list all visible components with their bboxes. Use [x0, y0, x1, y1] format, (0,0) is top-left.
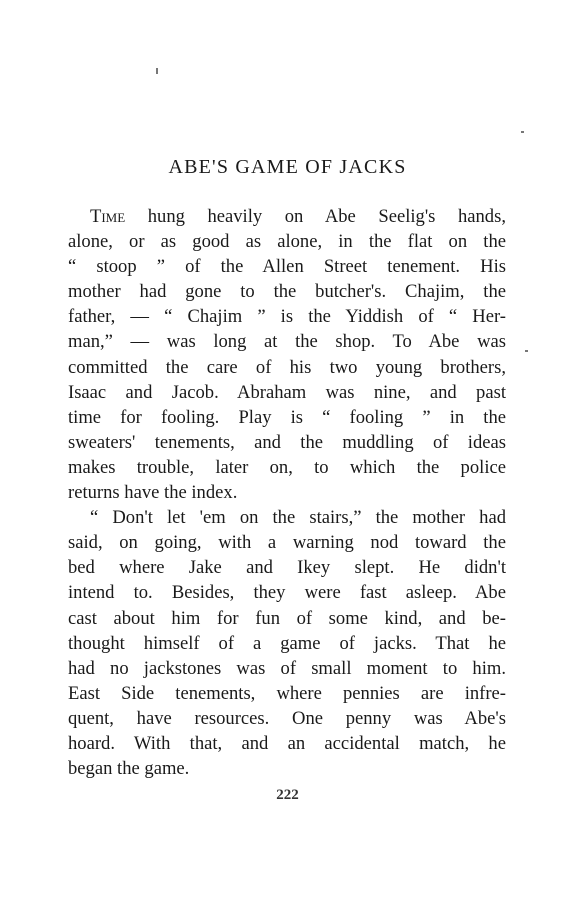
scan-speck: [521, 131, 524, 133]
text-line: Isaac and Jacob. Abraham was nine, and past: [68, 381, 506, 403]
text-line: East Side tenements, where pennies are infre-: [68, 682, 506, 704]
text-line: hoard. With that, and an accidental match, he: [68, 732, 506, 754]
text-line: said, on going, with a warning nod toward the: [68, 532, 506, 554]
paragraph-2: [68, 505, 506, 781]
text-line: “ stoop ” of the Allen Street tenement. His: [68, 256, 506, 278]
text-line: Time hung heavily on Abe Seelig's hands,: [90, 206, 506, 227]
text-line: quent, have resources. One penny was Abe's: [68, 707, 506, 729]
text-line: began the game.: [68, 758, 190, 780]
text-line: mother had gone to the butcher's. Chajim, the: [68, 281, 506, 303]
page-number: 222: [276, 787, 299, 803]
text-line: intend to. Besides, they were fast asleep. Abe: [68, 582, 506, 604]
text-line: cast about him for fun of some kind, and be-: [68, 607, 506, 629]
text-line: returns have the index.: [68, 482, 238, 504]
text-line: committed the care of his two young brothers,: [68, 356, 506, 378]
text-line: time for fooling. Play is “ fooling ” in the: [68, 406, 506, 428]
paragraph-1: [68, 204, 506, 505]
body-text: [68, 204, 506, 781]
lead-word: Time: [90, 206, 126, 227]
text-line: “ Don't let 'em on the stairs,” the mother had: [90, 507, 506, 529]
text-line: man,” — was long at the shop. To Abe was: [68, 331, 506, 353]
scan-speck: [525, 350, 528, 352]
text-line: thought himself of a game of jacks. That he: [68, 632, 506, 654]
text-line: alone, or as good as alone, in the flat on the: [68, 231, 506, 253]
text-line: bed where Jake and Ikey slept. He didn't: [68, 557, 506, 579]
text-line: makes trouble, later on, to which the police: [68, 456, 506, 478]
scan-speck: [156, 68, 158, 74]
text-line: had no jackstones was of small moment to him.: [68, 657, 506, 679]
text-line: sweaters' tenements, and the muddling of ideas: [68, 431, 506, 453]
chapter-title: ABE'S GAME OF JACKS: [168, 156, 407, 178]
text-line: father, — “ Chajim ” is the Yiddish of “ Her-: [68, 306, 506, 328]
